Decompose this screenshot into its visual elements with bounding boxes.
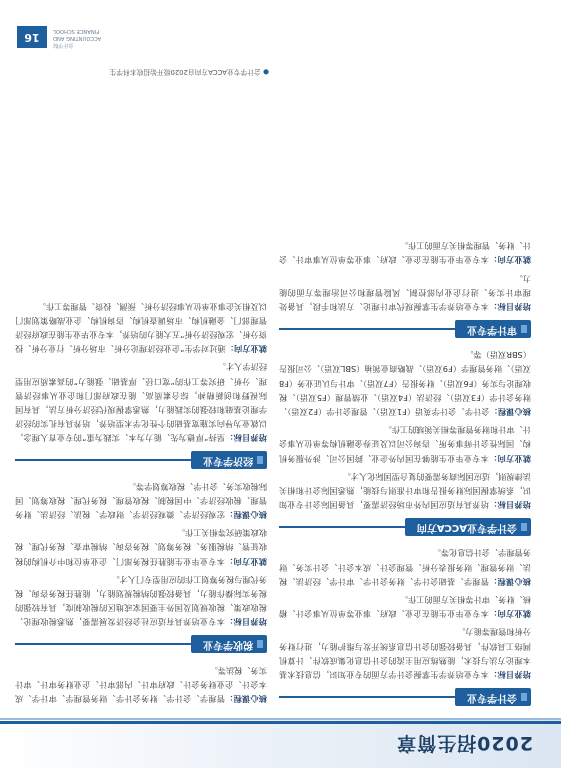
footnote: ● 会计学专业ACCA方向自2020级开始招收本科学生	[109, 68, 269, 76]
section-heading	[15, 451, 267, 469]
paragraph: 培养目标：本专业培养具有适应社会经济发展需要，熟悉税收理论、税收政策、税收规划及国外主要国家或地区的税收制度，具有较强的税务实际操作能力，具备较强的纳税规划能力，能胜任税务咨询、税务代理与税务筹划工作的应用型专门人才。	[15, 574, 267, 628]
paragraph: 培养目标：本专业培养学生掌握会计学方面的专业知识，信息技术基本理论方法与技术，能熟练应用主流的会计信息化集成软件、计算机网络工具软件，具备较强的会计信息系统开发与维护能力，进行财务分析和管理等能力。	[279, 627, 531, 680]
page-number-block	[17, 18, 137, 50]
paragraph: 培养目标：坚持“厚德为先、能力为本、实践为重”的专业育人理念，以就业为导向实施宽基础的个性化学术型培养，培养具有扎实的经济学理论基础和较强的实践能力，熟悉掌握现代经济分析方法，具有国际视野和创新精神，综合素质高、能在政府部门和企业从事经济管理、分析、研究等工作的“宽口径、厚基础、强能力”的高素质应用型经济学人才。	[15, 362, 267, 444]
left-column	[279, 229, 531, 706]
paragraph: 核心课程：管理学、基础会计学、财务会计学、审计学、经济法、税法、财务管理、财务报表分析、管理会计、成本会计、会计实务、财务管理学、会计信息化等。	[279, 548, 531, 587]
section-audit-continued	[15, 663, 267, 706]
section-label: 审计学专业	[455, 320, 531, 338]
paragraph: 培养目标：本专业培养学生掌握现代审计理论、方法和手段，具备处理审计实务、进行企业内部控制、风险管理和公司治理等方面的能力。	[279, 273, 531, 312]
section-heading	[279, 688, 531, 706]
paragraph: 就业方向：通过对学生“企业经济理论分析、市场分析、行业分析、投资分析、宏观经济分析”五大能力的培养，本专业毕业生能在政府经济管理部门、金融机构、市场调查机构、咨询机构、企业战略策划部门以及相关企事业单位从事经济分析、预测、投资、管理等工作。	[15, 301, 267, 355]
paragraph: 就业方向：本专业毕业生能够在国内外企业、跨国公司、涉外服务机构、国际性会计师事务所、咨询公司以及证券金融机构等单位从事会计、审计和财务管理等相关领域的工作。	[279, 425, 531, 464]
section-label: 会计学专业ACCA方向	[405, 518, 531, 536]
section-heading	[279, 320, 531, 338]
header-rule	[0, 721, 561, 724]
section-label: 税收学专业	[191, 635, 267, 653]
paragraph: 核心课程：管理学、会计学、财务会计学、财务管理学、审计学、成本会计、企业财务会计、政府审计、内部审计、企业财务审计、审计实务、税法等。	[15, 665, 267, 704]
header-accent-bar	[0, 718, 561, 720]
paragraph: 就业方向：本专业毕业生能在企业、政府、事业等单位从事审计、会计、财务、管理等相关方面的工作。	[279, 241, 531, 266]
section-economics	[15, 299, 267, 469]
bullet-icon: ●	[263, 68, 269, 76]
section-heading	[15, 635, 267, 653]
right-column	[15, 289, 267, 706]
page-title: 2020招生简章	[396, 732, 533, 754]
paragraph: 就业方向：本专业毕业生能在企业、政府、事业等单位从事会计、稽核、财务、审计等相关方面的工作。	[279, 594, 531, 620]
section-heading	[279, 518, 531, 536]
paragraph: 培养目标：培养具有适应国内外市场经济需要，具备国际会计专业知识，系统掌握国际财务报告和审计准则与技能，熟悉国际会计和相关法律规则，适应国际商务需要的复合型国际化人才。	[279, 471, 531, 511]
section-audit	[279, 239, 531, 338]
page-number: 16	[17, 26, 47, 48]
section-label: 会计学专业	[455, 688, 531, 706]
page-header	[0, 718, 561, 768]
school-name: 会计学院 ACCOUNTING AND FINANCE SCHOOL	[53, 28, 102, 48]
paragraph: 就业方向：本专业毕业生能胜任税务部门、企业单位和中介机构的税收征管、纳税服务、税务筹划、税务咨询、纳税审查、税务代理、税收政策研究等相关工作。	[15, 528, 267, 567]
section-tax	[15, 479, 267, 653]
section-label: 经济学专业	[191, 451, 267, 469]
paragraph: 核心课程：会计学、会计学英语（F1双语）、管理会计学（F2双语）、财务会计学（F3双语）、经济法（F4双语）、业绩管理（F5双语）、税收理论与实务（F6双语）、财务报告（F7双语）、审计与认证业务（F8双语）、财务管理学（F9双语）、战略商业领袖（SBL双语）、公司报告（SBR双语）等。	[279, 350, 531, 417]
paragraph: 核心课程：宏观经济学、微观经济学、财政学、税法、经济法、财务管理、税收经济学、中国税制、税收管理、税务代理、税收筹划、国际税收实务、会计学、税收筹划学等。	[15, 481, 267, 520]
section-accounting	[279, 546, 531, 706]
section-acca	[279, 348, 531, 536]
